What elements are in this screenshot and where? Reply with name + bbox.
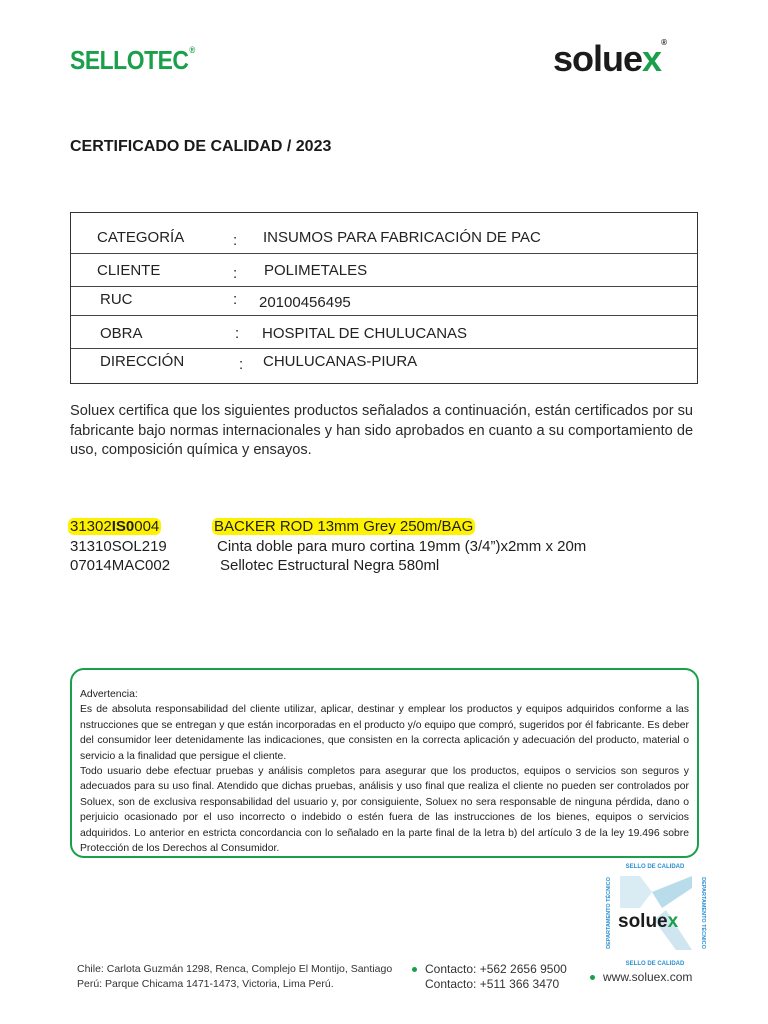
info-value: HOSPITAL DE CHULUCANAS [262, 325, 468, 342]
info-value: POLIMETALES [264, 262, 368, 279]
info-label: DIRECCIÓN [100, 353, 185, 370]
certification-statement: Soluex certifica que los siguientes productos señalados a continuación, están certificados por su fabricante bajo normas internacionales y han sido aprobados en cuanto a su comportamiento de uso, composición química y ensayos. [70, 403, 694, 458]
code-part-bold: IS0 [111, 518, 135, 535]
seal-bottom-text: SELLO DE CALIDAD [625, 961, 685, 967]
product-description: Sellotec Estructural Negra 580ml [220, 557, 440, 574]
website-link[interactable]: www.soluex.com [603, 970, 693, 984]
bullet-icon [590, 975, 595, 980]
soluex-registered-mark: ® [661, 38, 666, 47]
info-separator: : [235, 325, 240, 342]
address-peru: Perú: Parque Chicama 1471-1473, Victoria, Lima Perú. [77, 978, 334, 990]
address-chile: Chile: Carlota Guzmán 1298, Renca, Complejo El Montijo, Santiago [77, 963, 393, 975]
soluex-logo [553, 38, 666, 80]
table-divider [71, 315, 697, 316]
product-description: Cinta doble para muro cortina 19mm (3/4”)x2mm x 20m [217, 538, 587, 555]
warning-paragraph: Todo usuario debe efectuar pruebas y análisis completos para asegurar que los productos, equipos o servicios son seguros y adecuados para su uso final. Atendido que dichas pruebas, análisis y uso final que realiza el cliente no pueden ser controlados por Soluex, son de exclusiva responsabilidad del usuario y, por consiguiente, Soluex no sera responsable de ninguna pérdida, dano o perjuicio ocasionado por el uso incorrecto o indebido o estén fuera de las instrucciones de los bienes, equipos o servicios adquiridos. Lo anterior en estricta concordancia con lo señalado en la parte final de la letra b) del artículo 3 de la ley 19.496 sobre Protección de los Derechos al Consumidor. [80, 766, 689, 855]
product-code [68, 518, 161, 535]
sellotec-registered-mark: ® [189, 45, 195, 55]
table-divider [71, 253, 697, 254]
info-label: OBRA [100, 325, 143, 342]
product-description [212, 518, 475, 535]
info-separator: : [233, 232, 238, 249]
info-separator: : [239, 356, 244, 373]
highlighted-description: BACKER ROD 13mm Grey 250m/BAG [214, 518, 474, 535]
code-part: 004 [134, 518, 160, 535]
info-value: INSUMOS PARA FABRICACIÓN DE PAC [263, 229, 541, 246]
soluex-logo-text: solue [553, 38, 643, 79]
seal-left-text: DEPARTAMENTO TÉCNICO [606, 877, 612, 949]
document-title: CERTIFICADO DE CALIDAD / 2023 [70, 138, 332, 155]
sellotec-logo [70, 45, 195, 76]
product-code: 07014MAC002 [70, 557, 171, 574]
quality-seal [596, 858, 716, 968]
product-code: 31310SOL219 [70, 538, 167, 555]
warning-paragraph: Es de absoluta responsabilidad del cliente utilizar, aplicar, destinar y emplear los productos y equipos adquiridos conforme a las nstrucciones que se entregan y que están incorporadas en el producto y/o equipo que compró, sugeridos por él fabricante. Es deber del consumidor leer detenidamente las indicaciones, que consisten en la correcta aplicación y adecuación del producto, material o servicio a la finalidad que persigue el cliente. [80, 704, 689, 762]
info-label: CATEGORÍA [97, 229, 185, 246]
info-separator: : [233, 265, 238, 282]
info-table [70, 212, 698, 384]
info-separator: : [233, 291, 238, 308]
seal-brand-text: soluex [618, 911, 679, 932]
seal-top-text: SELLO DE CALIDAD [625, 864, 685, 870]
code-part: 31302 [70, 518, 112, 535]
contact-chile [412, 962, 567, 977]
highlighted-code [68, 518, 161, 535]
info-label: CLIENTE [97, 262, 161, 279]
info-label: RUC [100, 291, 133, 308]
footer-address [77, 962, 392, 992]
soluex-logo-x: x [642, 38, 662, 79]
table-divider [71, 348, 697, 349]
warning-text [80, 687, 689, 856]
sellotec-logo-text: SELLOTEC [70, 45, 189, 75]
warning-heading: Advertencia: [80, 689, 138, 700]
contact-peru-text: Contacto: +511 366 3470 [425, 977, 560, 991]
footer-website [590, 970, 692, 984]
seal-right-text: DEPARTAMENTO TÉCNICO [700, 877, 706, 949]
bullet-icon [412, 967, 417, 972]
info-value: CHULUCANAS-PIURA [263, 353, 418, 370]
table-divider [71, 286, 697, 287]
footer-contact [412, 962, 567, 992]
info-value: 20100456495 [259, 294, 351, 311]
contact-chile-text: Contacto: +562 2656 9500 [425, 962, 567, 976]
